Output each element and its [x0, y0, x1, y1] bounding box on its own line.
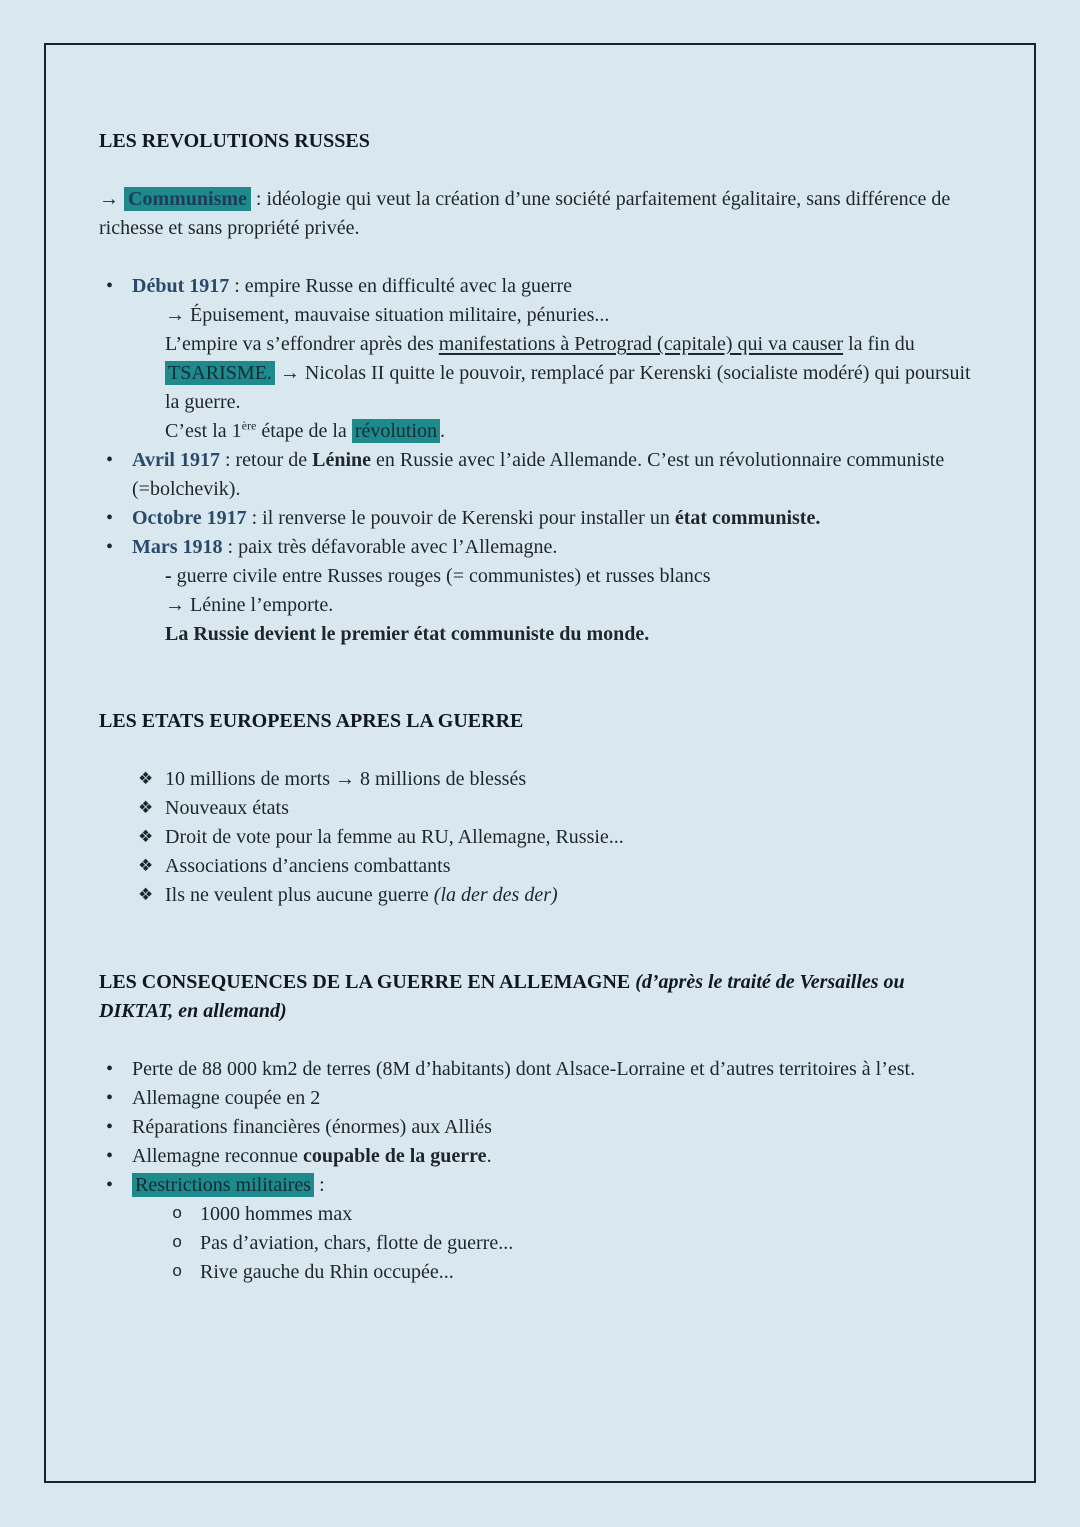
- text-run: Restrictions militaires: [132, 1173, 314, 1197]
- bullet-disc-icon: •: [106, 507, 114, 529]
- bullet-disc-icon: •: [106, 1145, 114, 1167]
- text-run: → Lénine l’emporte.: [165, 594, 334, 616]
- sub-line: [165, 562, 978, 591]
- text-run: manifestations à Petrograd (capitale) qui va causer: [438, 333, 844, 355]
- bullet-disc-icon: •: [106, 1174, 114, 1196]
- text-run: Début 1917: [132, 275, 230, 297]
- text-run: C’est la 1: [165, 420, 242, 442]
- diamond-bullet-item: [99, 765, 978, 794]
- bullet-text: [165, 881, 978, 910]
- bullet-item: [99, 1113, 978, 1142]
- blank-line: [99, 156, 978, 185]
- bullet-diamond-icon: ❖: [138, 798, 154, 818]
- blank-line: [99, 1026, 978, 1055]
- section-heading: [99, 127, 978, 156]
- text-run: Rive gauche du Rhin occupée...: [200, 1261, 454, 1283]
- bullet-text: [132, 504, 978, 533]
- blank-line: [99, 910, 978, 939]
- sub-line: [165, 591, 978, 620]
- bullet-item: [99, 446, 978, 504]
- text-run: Réparations financières (énormes) aux Alliés: [132, 1116, 492, 1138]
- text-run: : il renverse le pouvoir de Kerenski pour installer un: [246, 507, 675, 529]
- bullet-circle-icon: o: [172, 1205, 183, 1224]
- text-run: LES ETATS EUROPEENS APRES LA GUERRE: [99, 710, 524, 732]
- text-run: LES REVOLUTIONS RUSSES: [99, 130, 370, 152]
- bullet-text: [132, 446, 978, 504]
- text-run: Allemagne coupée en 2: [132, 1087, 321, 1109]
- blank-line: [99, 736, 978, 765]
- bullet-item: [99, 533, 978, 562]
- text-run: révolution: [352, 419, 440, 443]
- bullet-text: [132, 1084, 978, 1113]
- bullet-diamond-icon: ❖: [138, 769, 154, 789]
- bullet-diamond-icon: ❖: [138, 885, 154, 905]
- bullet-item: [99, 1171, 978, 1200]
- text-run: Perte de 88 000 km2 de terres (8M d’habitants) dont Alsace-Lorraine et d’autres territoires à l’est.: [132, 1058, 916, 1080]
- text-run: Droit de vote pour la femme au RU, Allemagne, Russie...: [165, 826, 624, 848]
- bullet-text: [165, 823, 978, 852]
- text-run: : paix très défavorable avec l’Allemagne.: [222, 536, 558, 558]
- text-run: (la der des der): [433, 884, 558, 906]
- text-run: 1000 hommes max: [200, 1203, 353, 1225]
- circle-bullet-item: [99, 1229, 978, 1258]
- circle-bullet-item: [99, 1200, 978, 1229]
- text-run: Ils ne veulent plus aucune guerre: [165, 884, 434, 906]
- text-run: Lénine: [312, 449, 372, 471]
- section-heading: [99, 707, 978, 736]
- text-run: Allemagne reconnue: [132, 1145, 304, 1167]
- sub-line: [165, 330, 978, 417]
- bullet-disc-icon: •: [106, 1116, 114, 1138]
- bullet-text: [132, 272, 978, 301]
- sub-line: [165, 417, 978, 446]
- text-run: Mars 1918: [132, 536, 223, 558]
- text-run: La Russie devient le premier état communiste du monde.: [165, 623, 650, 645]
- text-run: → Nicolas II quitte le pouvoir, remplacé par Kerenski (socialiste modéré) qui poursuit la guerre.: [165, 362, 971, 413]
- text-run: étape de la: [256, 420, 352, 442]
- paragraph: [99, 185, 978, 243]
- circle-bullet-item: [99, 1258, 978, 1287]
- bullet-item: [99, 1084, 978, 1113]
- section-heading: [99, 968, 978, 1026]
- bullet-circle-icon: o: [172, 1234, 183, 1253]
- text-run: → Épuisement, mauvaise situation militaire, pénuries...: [165, 304, 610, 326]
- bullet-text: [200, 1229, 978, 1258]
- bullet-diamond-icon: ❖: [138, 827, 154, 847]
- bullet-circle-icon: o: [172, 1263, 183, 1282]
- document-frame: [44, 43, 1036, 1483]
- text-run: .: [440, 420, 446, 442]
- text-run: Nouveaux états: [165, 797, 289, 819]
- diamond-bullet-item: [99, 852, 978, 881]
- text-run: .: [486, 1145, 492, 1167]
- blank-line: [99, 678, 978, 707]
- text-run: Associations d’anciens combattants: [165, 855, 451, 877]
- bullet-item: [99, 272, 978, 301]
- bullet-disc-icon: •: [106, 449, 114, 471]
- bullet-item: [99, 1055, 978, 1084]
- text-run: Avril 1917: [132, 449, 220, 471]
- text-run: L’empire va s’effondrer après des: [165, 333, 439, 355]
- text-run: guerre civile entre Russes rouges (= communistes) et russes blancs: [176, 565, 711, 587]
- document-content: [99, 127, 978, 1287]
- bullet-disc-icon: •: [106, 1058, 114, 1080]
- text-run: 10 millions de morts → 8 millions de blessés: [165, 768, 527, 790]
- text-run: la fin du: [843, 333, 915, 355]
- bullet-disc-icon: •: [106, 275, 114, 297]
- sub-line: [165, 620, 978, 649]
- text-run: Octobre 1917: [132, 507, 247, 529]
- text-run: : idéologie qui veut la création d’une société parfaitement égalitaire, sans différence de richesse et sans propriété privée.: [99, 188, 951, 239]
- text-run: TSARISME.: [165, 361, 275, 385]
- text-run: coupable de la guerre: [303, 1145, 487, 1167]
- bullet-text: [200, 1200, 978, 1229]
- diamond-bullet-item: [99, 823, 978, 852]
- sub-line: [165, 301, 978, 330]
- diamond-bullet-item: [99, 794, 978, 823]
- text-run: en Russie avec l’aide Allemande. C’est un révolutionnaire communiste (=bolchevik).: [132, 449, 945, 500]
- bullet-item: [99, 504, 978, 533]
- bullet-text: [132, 1113, 978, 1142]
- text-run: Pas d’aviation, chars, flotte de guerre...: [200, 1232, 514, 1254]
- bullet-item: [99, 1142, 978, 1171]
- text-run: : retour de: [219, 449, 313, 471]
- bullet-disc-icon: •: [106, 1087, 114, 1109]
- bullet-text: [132, 1171, 978, 1200]
- diamond-bullet-item: [99, 881, 978, 910]
- bullet-text: [132, 533, 978, 562]
- bullet-text: [165, 765, 978, 794]
- blank-line: [99, 243, 978, 272]
- text-run: LES CONSEQUENCES DE LA GUERRE EN ALLEMAGNE: [99, 971, 631, 993]
- bullet-disc-icon: •: [106, 536, 114, 558]
- text-run: (d’après le traité de Versailles ou DIKTAT, en allemand): [99, 971, 905, 1022]
- text-run: Communisme: [124, 187, 251, 211]
- text-run: ère: [241, 418, 257, 433]
- text-run: : empire Russe en difficulté avec la guerre: [229, 275, 573, 297]
- text-run: :: [314, 1174, 325, 1196]
- bullet-text: [165, 794, 978, 823]
- text-run: -: [165, 565, 177, 587]
- blank-line: [99, 649, 978, 678]
- text-run: état communiste.: [674, 507, 821, 529]
- bullet-diamond-icon: ❖: [138, 856, 154, 876]
- bullet-text: [132, 1055, 978, 1084]
- text-run: →: [99, 188, 124, 210]
- bullet-text: [165, 852, 978, 881]
- bullet-text: [132, 1142, 978, 1171]
- blank-line: [99, 939, 978, 968]
- bullet-text: [200, 1258, 978, 1287]
